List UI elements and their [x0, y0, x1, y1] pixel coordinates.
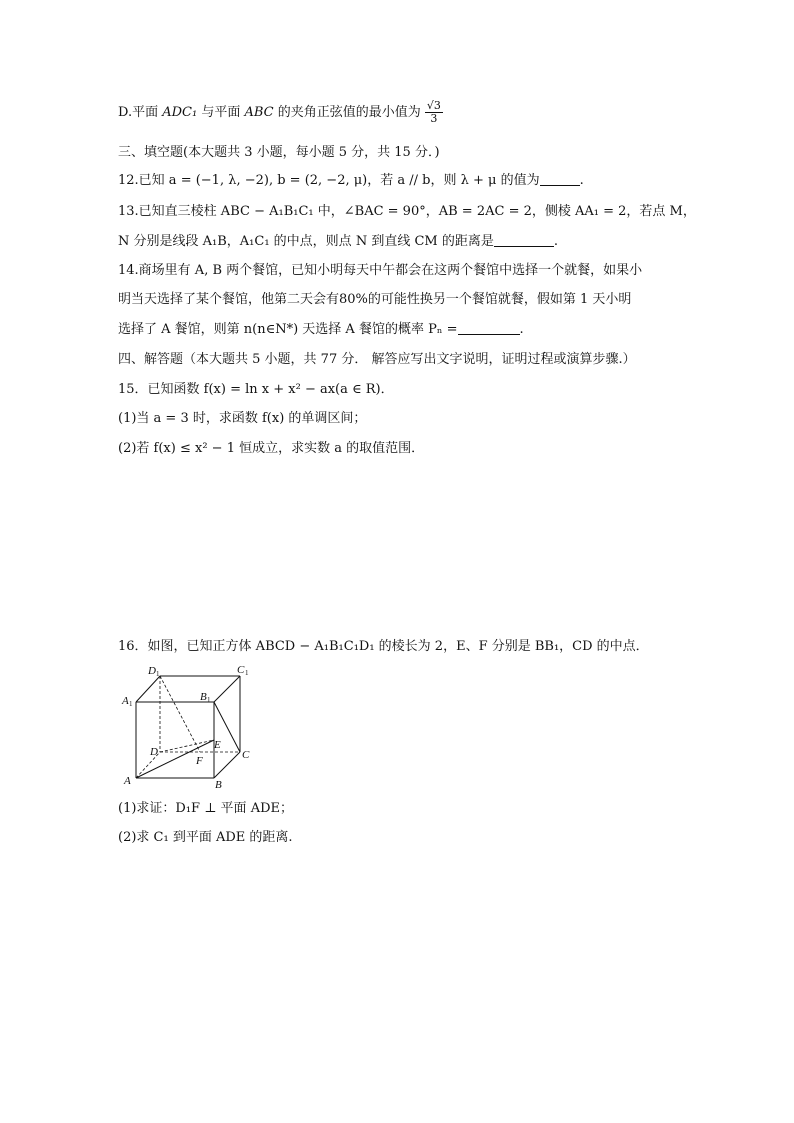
label-f: F — [196, 755, 203, 767]
option-d-mid: 与平面 — [197, 105, 245, 120]
question-14-line1: 14.商场里有 A, B 两个餐馆，已知小明每天中午都会在这两个餐馆中选择一个就餐，如果小 — [118, 263, 643, 278]
edge-b1c1 — [214, 676, 240, 702]
option-d-plane1: ADC₁ — [162, 105, 198, 120]
label-b1-sub: 1 — [207, 696, 211, 704]
option-d-prefix: D.平面 — [118, 105, 163, 120]
question-16-stem: 16．如图，已知正方体 ABCD − A₁B₁C₁D₁ 的棱长为 2，E、F 分别是 BB₁，CD 的中点． — [118, 639, 649, 654]
answer-blank-12[interactable] — [540, 173, 580, 186]
label-e: E — [214, 739, 221, 751]
question-13-line2: N 分别是线段 A₁B，A₁C₁ 的中点，则点 N 到直线 CM 的距离是 . — [118, 234, 558, 249]
question-13-line1: 13.已知直三棱柱 ABC − A₁B₁C₁ 中，∠BAC = 90°，AB = 2AC = 2，侧棱 AA₁ = 2，若点 M， — [118, 204, 696, 219]
answer-blank-13[interactable] — [494, 234, 554, 247]
label-a1: A — [122, 695, 129, 707]
label-b: B — [215, 779, 222, 791]
question-15-stem: 15．已知函数 f(x) = ln x + x² − ax(a ∈ R)． — [118, 382, 394, 397]
question-15-sub2: (2)若 f(x) ≤ x² − 1 恒成立，求实数 a 的取值范围． — [118, 441, 425, 456]
fraction-numerator: √3 — [426, 99, 441, 112]
label-a1-sub: 1 — [129, 700, 133, 708]
segment-de — [160, 740, 214, 752]
cube-figure — [118, 660, 258, 792]
question-14-line3: 选择了 A 餐馆，则第 n(n∈N*) 天选择 A 餐馆的概率 Pₙ = . — [118, 322, 524, 337]
label-b1: B — [200, 691, 207, 703]
label-d1-sub: 1 — [156, 670, 160, 678]
segment-d1f — [160, 676, 200, 752]
question-16-sub2: (2)求 C₁ 到平面 ADE 的距离. — [118, 830, 293, 845]
section-4-title: 四、解答题（本大题共 5 小题，共 77 分． 解答应写出文字说明，证明过程或演算步骤.） — [118, 352, 636, 367]
option-d-plane2: ABC — [244, 105, 274, 120]
label-c: C — [242, 749, 250, 761]
option-d — [118, 100, 443, 125]
question-12: 12.已知 a = (−1, λ, −2), b = (2, −2, μ)，若 a // b，则 λ + μ 的值为 . — [118, 173, 584, 188]
label-c1: C — [237, 664, 245, 676]
question-14-line2: 明当天选择了某个餐馆，他第二天会有80%的可能性换另一个餐馆就餐，假如第 1 天小明 — [118, 292, 632, 307]
label-d1: D — [148, 665, 156, 677]
answer-blank-14[interactable] — [458, 322, 520, 335]
question-14-text: 选择了 A 餐馆，则第 n(n∈N*) 天选择 A 餐馆的概率 Pₙ = — [118, 322, 458, 337]
edge-a1d1 — [136, 676, 160, 702]
question-15-sub1: (1)当 a = 3 时，求函数 f(x) 的单调区间； — [118, 411, 367, 426]
option-d-end: 的夹角正弦值的最小值为 — [273, 105, 421, 120]
label-c1-sub: 1 — [245, 669, 249, 677]
section-3-title: 三、填空题(本大题共 3 小题，每小题 5 分，共 15 分．) — [118, 145, 440, 160]
label-a: A — [124, 775, 131, 787]
fraction-denominator: 3 — [430, 112, 438, 125]
option-d-fraction — [425, 100, 443, 125]
edge-bc — [214, 752, 240, 778]
question-12-text: 12.已知 a = (−1, λ, −2), b = (2, −2, μ)，若 a // b，则 λ + μ 的值为 — [118, 173, 540, 188]
question-16-sub1: (1)求证：D₁F ⊥ 平面 ADE； — [118, 801, 293, 816]
label-d: D — [150, 746, 158, 758]
question-13-text: N 分别是线段 A₁B，A₁C₁ 的中点，则点 N 到直线 CM 的距离是 — [118, 234, 494, 249]
